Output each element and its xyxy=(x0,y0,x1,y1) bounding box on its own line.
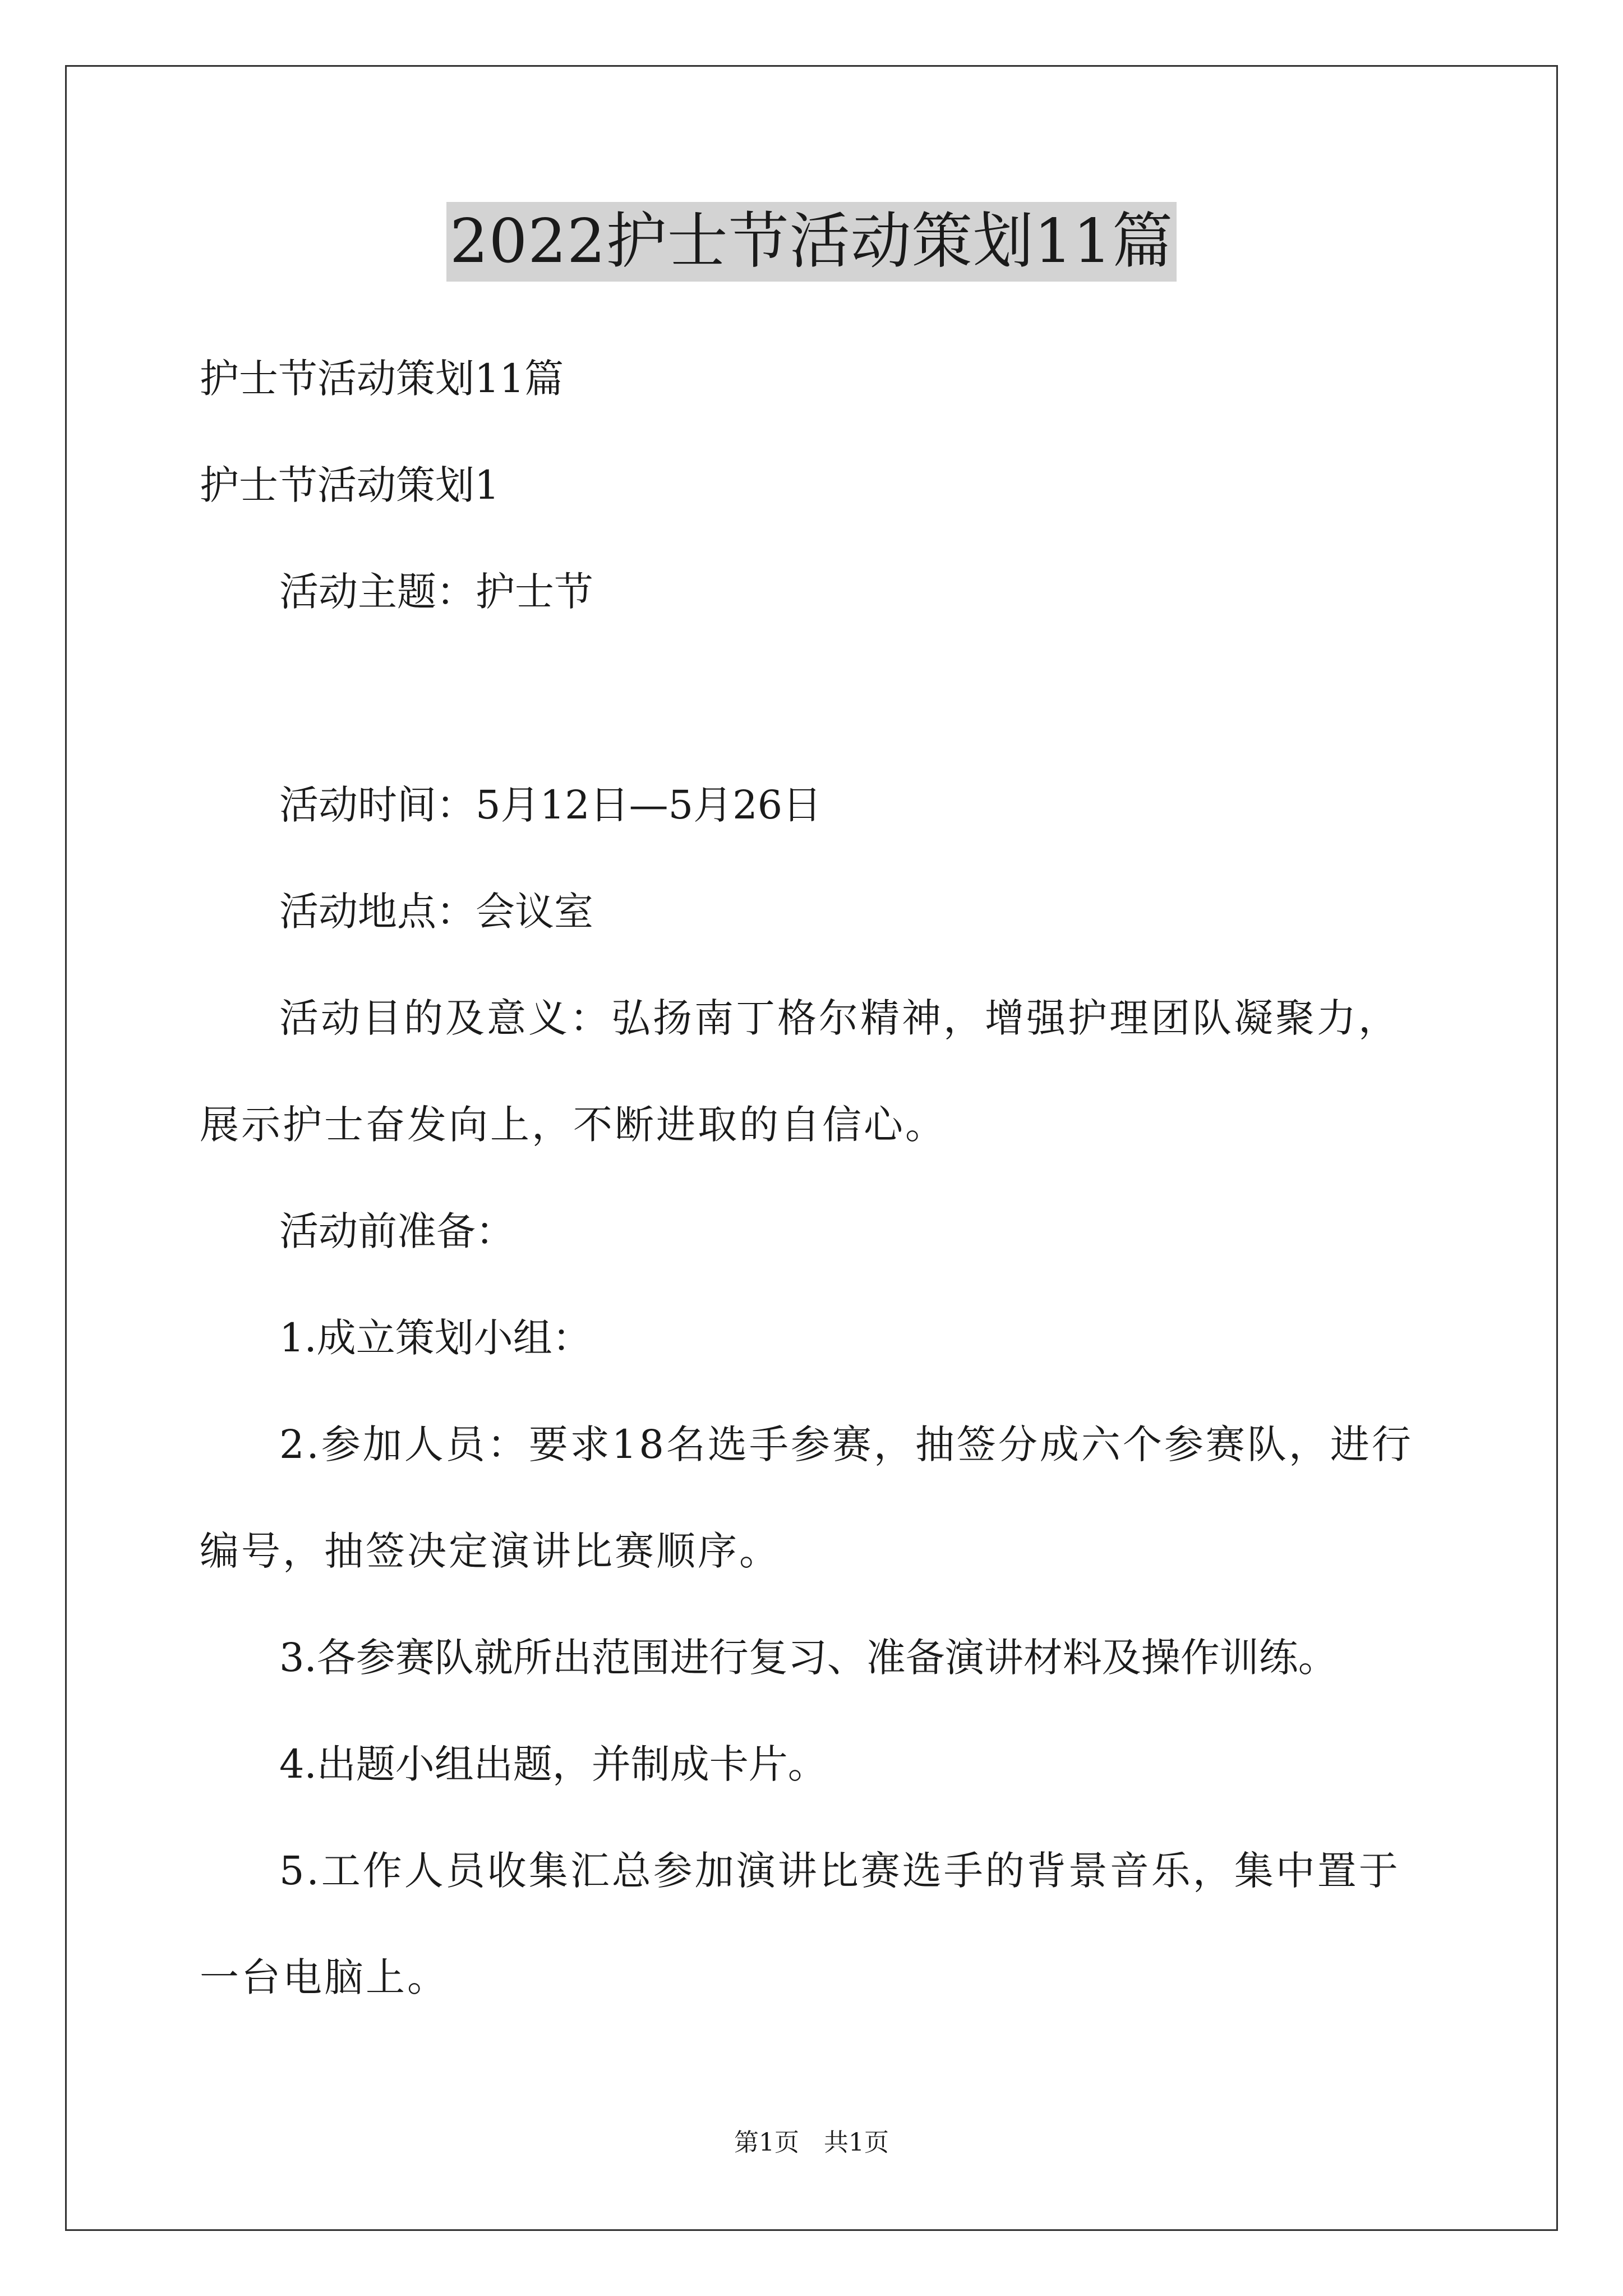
paragraph-subtitle: 护士节活动策划11篇 xyxy=(200,356,564,402)
paragraph-item-1: 1.成立策划小组： xyxy=(279,1315,592,1361)
paragraph-preparation: 活动前准备： xyxy=(279,1208,515,1254)
paragraph-item-4: 4.出题小组出题，并制成卡片。 xyxy=(279,1741,827,1787)
paragraph-item-3: 3.各参赛队就所出范围进行复习、准备演讲材料及操作训练。 xyxy=(279,1635,1338,1681)
page-footer: 第1页 共1页 xyxy=(734,2128,889,2157)
document-title: 2022护士节活动策划11篇 xyxy=(446,202,1177,282)
paragraph-time: 活动时间：5月12日—5月26日 xyxy=(279,782,822,828)
paragraph-theme: 活动主题：护士节 xyxy=(279,569,593,615)
paragraph-section-heading: 护士节活动策划1 xyxy=(200,462,500,508)
paragraph-location: 活动地点：会议室 xyxy=(279,889,593,935)
paragraph-purpose: 活动目的及意义：弘扬南丁格尔精神，增强护理团队凝聚力，展示护士奋发向上，不断进取的自信心。 xyxy=(200,995,1400,1148)
paragraph-item-5: 5.工作人员收集汇总参加演讲比赛选手的背景音乐，集中置于一台电脑上。 xyxy=(200,1848,1400,2000)
title-container xyxy=(0,202,1623,282)
paragraph-item-2: 2.参加人员：要求18名选手参赛，抽签分成六个参赛队，进行编号，抽签决定演讲比赛顺序。 xyxy=(200,1421,1413,1574)
